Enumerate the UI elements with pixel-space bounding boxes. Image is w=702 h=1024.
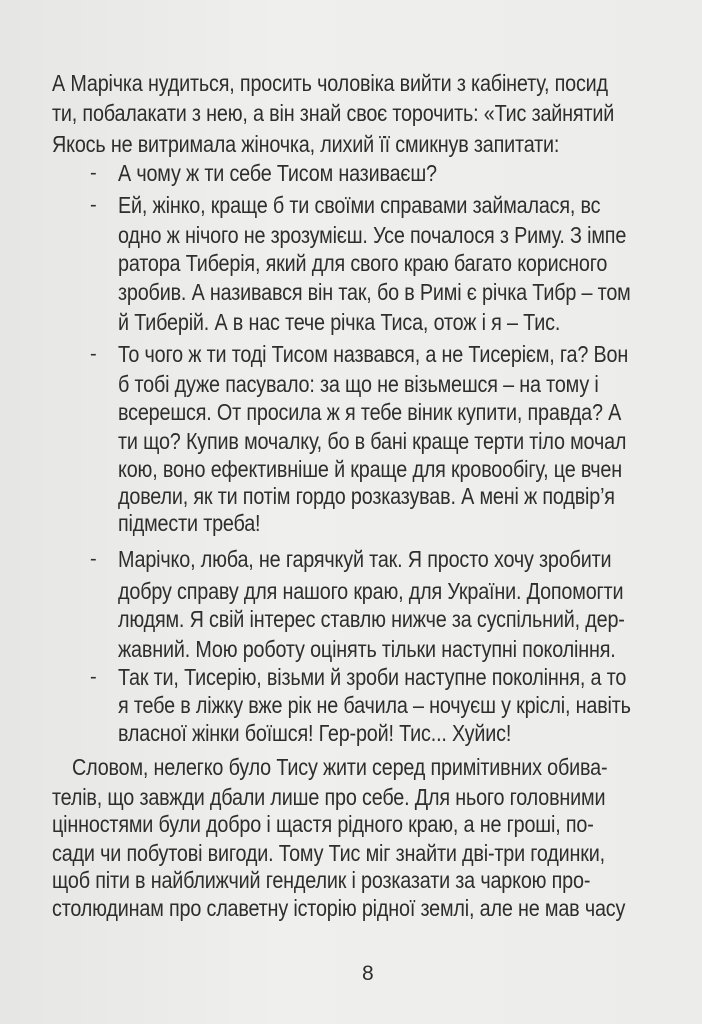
text-line: сади чи побутові вигоди. Тому Тис міг знайти дві-три годинки,	[52, 840, 605, 866]
text-line: я тебе в ліжку вже рік не бачила – ночуєш у кріслі, навіть	[118, 692, 631, 718]
text-line: столюдинам про славетну історію рідної землі, але не мав часу	[52, 895, 626, 921]
text-line: телів, що завжди дбали лише про себе. Для нього головними	[52, 784, 606, 810]
text-line: й Тиберій. А в нас тече річка Тиса, отож і я – Тис.	[118, 309, 561, 335]
text-line: довели, як ти потім гордо розказував. А мені ж подвір’я	[118, 483, 615, 509]
text-line: ратора Тиберія, який для свого краю багато корисного	[118, 250, 608, 276]
text-line: підмести треба!	[118, 510, 261, 536]
dialogue-dash: -	[90, 666, 97, 688]
text-line: ти, побалакати з нею, а він знай своє торочить: «Тис зайнятий	[52, 100, 615, 126]
text-line: Словом, нелегко було Тису жити серед примітивних обива-	[72, 754, 608, 780]
text-line: А чому ж ти себе Тисом називаєш?	[118, 160, 437, 186]
text-line: А Марічка нудиться, просить чоловіка вийти з кабінету, посид	[52, 70, 608, 96]
text-line: ти що? Купив мочалку, бо в бані краще терти тіло мочал	[118, 428, 627, 454]
text-line: зробив. А називався він так, бо в Римі є річка Тибр – том	[118, 279, 631, 305]
text-line: жавний. Мою роботу оцінять тільки наступні покоління.	[118, 636, 616, 662]
dialogue-dash: -	[90, 194, 97, 216]
text-line: Ей, жінко, краще б ти своїми справами займалася, вс	[118, 192, 601, 218]
dialogue-dash: -	[90, 343, 97, 365]
text-line: б тобі дуже пасувало: за що не візьмешся – на тому і	[118, 371, 599, 397]
text-line: добру справу для нашого краю, для України. Допомогти	[118, 578, 624, 604]
text-line: щоб піти в найближчий генделик і розказати за чаркою про-	[52, 867, 591, 893]
dialogue-dash: -	[90, 548, 97, 570]
text-line: кою, воно ефективніше й краще для кровообігу, це вчен	[118, 456, 623, 482]
text-line: Якось не витримала жіночка, лихий її смикнув запитати:	[52, 131, 560, 157]
text-line: людям. Я свій інтерес ставлю нижче за суспільний, дер-	[118, 606, 625, 632]
text-line: То чого ж ти тоді Тисом назвався, а не Тисерієм, га? Вон	[118, 341, 629, 367]
page-number: 8	[362, 962, 374, 985]
text-line: власної жінки боїшся! Гер-рой! Тис... Хуйис!	[118, 720, 512, 746]
text-line: цінностями були добро і щастя рідного краю, а не гроші, по-	[52, 811, 594, 837]
text-line: всерешся. От просила ж я тебе віник купити, правда? А	[118, 399, 622, 425]
text-line: Так ти, Тисерію, візьми й зроби наступне покоління, а то	[118, 664, 627, 690]
text-line: одно ж нічого не зрозумієш. Усе почалося з Риму. З імпе	[118, 222, 627, 248]
dialogue-dash: -	[90, 162, 97, 184]
text-line: Марічко, люба, не гарячкуй так. Я просто хочу зробити	[118, 546, 612, 572]
